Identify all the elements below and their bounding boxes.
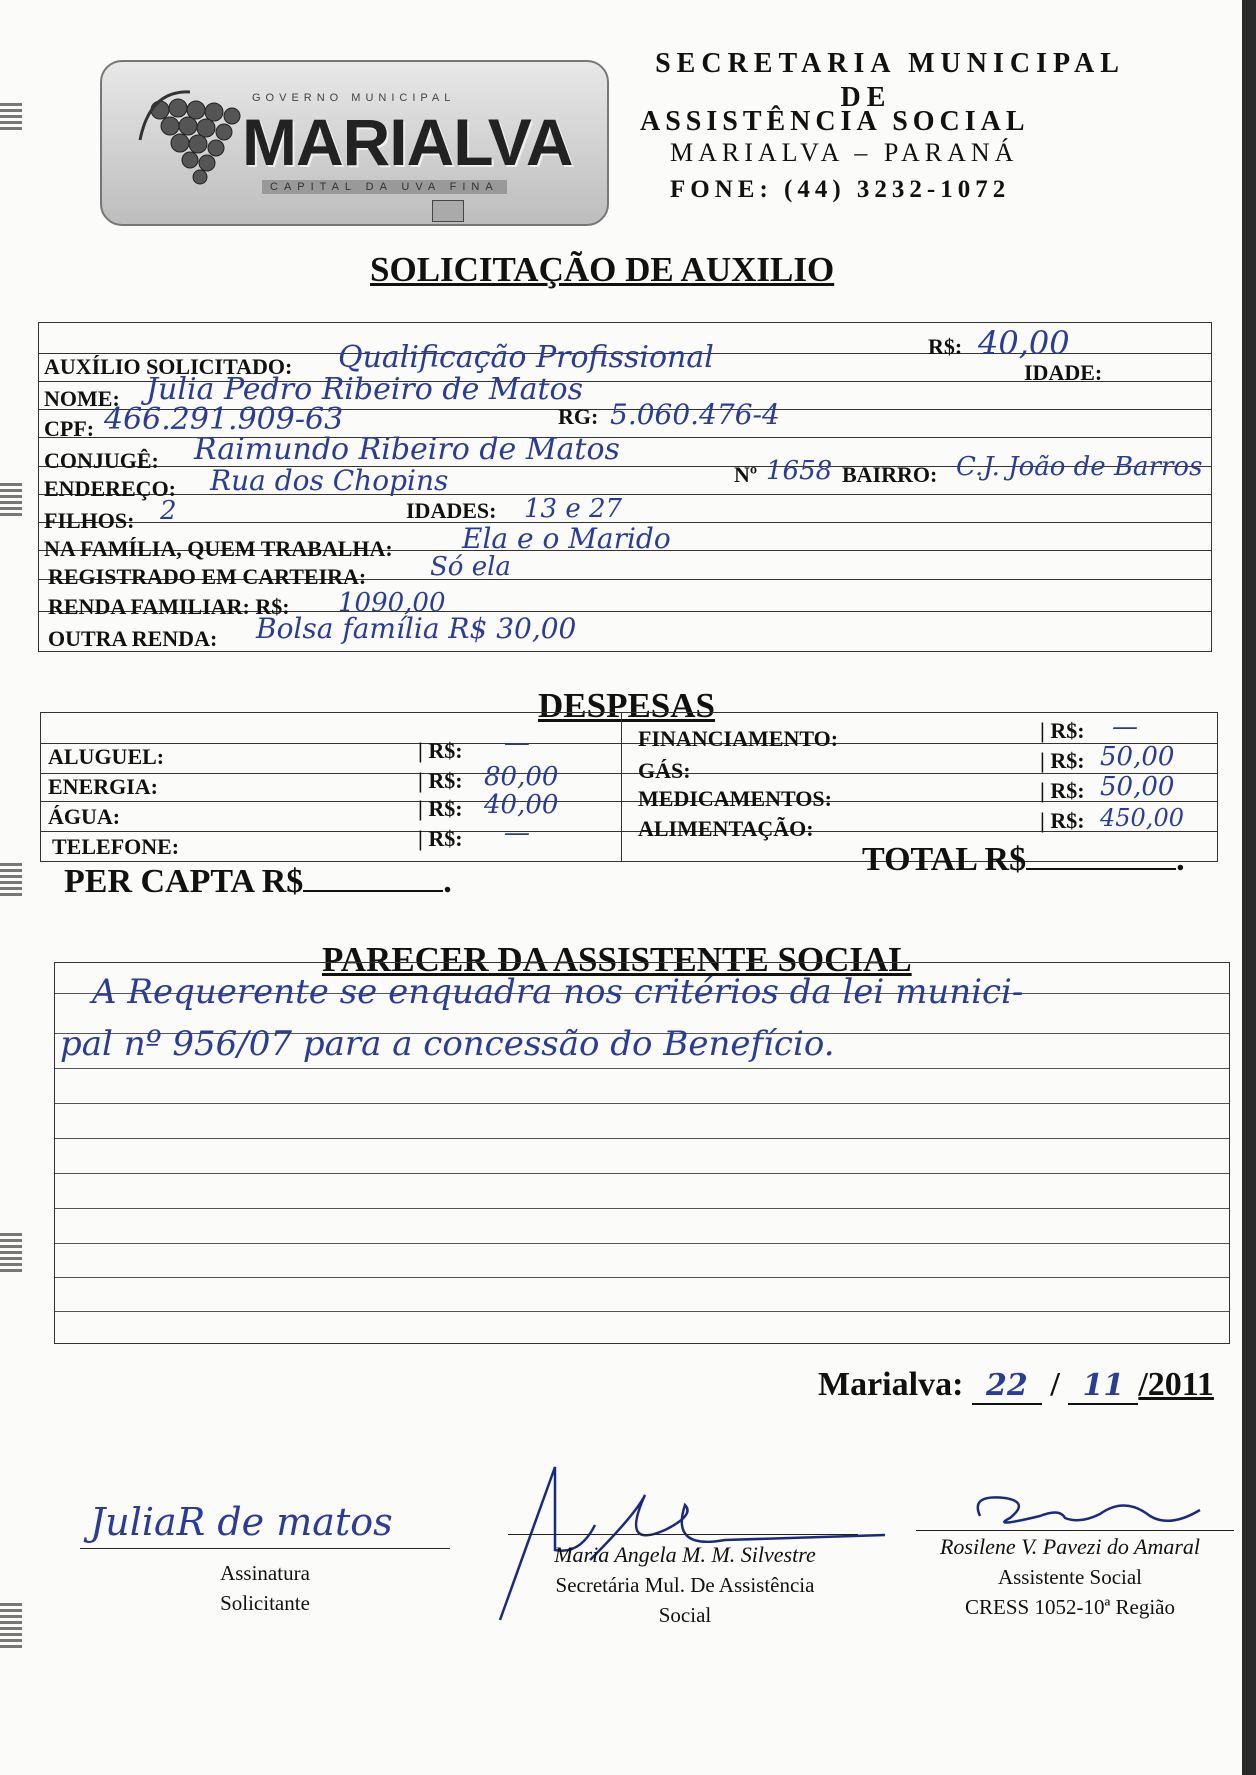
energia-label: ENERGIA: [48, 774, 159, 799]
renda-value: 1090,00 [338, 588, 446, 618]
medicamentos-label: MEDICAMENTOS: [638, 786, 832, 811]
secretaria-caption: Maria Angela M. M. Silvestre Secretária Mul. De Assistência Social [554, 1542, 816, 1627]
auxilio-label: AUXÍLIO SOLICITADO: [44, 354, 293, 379]
despesas-title: DESPESAS [538, 686, 716, 725]
telefone-label: TELEFONE: [52, 834, 180, 859]
date-month: 11 [1068, 1368, 1138, 1405]
nome-value: Julia Pedro Ribeiro de Matos [146, 372, 583, 407]
financiamento-rs-label: | R$: [1040, 718, 1085, 743]
logo-gov-text: GOVERNO MUNICIPAL [252, 92, 456, 104]
bairro-value: C.J. João de Barros [956, 452, 1203, 482]
outra-value: Bolsa família R$ 30,00 [256, 612, 577, 645]
scan-edge-marks-bottom [0, 1600, 22, 1651]
filhos-value: 2 [160, 496, 177, 526]
aluguel-rs-label: | R$: [418, 738, 463, 763]
parecer-title: PARECER DA ASSISTENTE SOCIAL [322, 940, 912, 979]
parecer-line-1: A Requerente se enquadra nos critérios da lei munici- [92, 972, 1024, 1012]
endereco-value: Rua dos Chopins [210, 464, 449, 497]
scan-edge-marks-low [0, 1230, 22, 1275]
alimentacao-value: 450,00 [1100, 804, 1184, 832]
parecer-line-2: pal nº 956/07 para a concessão do Benefício. [60, 1024, 835, 1064]
numero-label: Nº [734, 462, 758, 487]
auxilio-value: Qualificação Profissional [338, 340, 714, 375]
solicitante-caption: Assinatura Solicitante [220, 1561, 310, 1615]
header-line-3: ASSISTÊNCIA SOCIAL [640, 106, 1030, 137]
conjuge-label: CONJUGÊ: [44, 448, 159, 473]
energia-rs-label: | R$: [418, 768, 463, 793]
gas-rs-label: | R$: [1040, 748, 1085, 773]
agua-value: 40,00 [484, 790, 559, 820]
trabalha-label: NA FAMÍLIA, QUEM TRABALHA: [44, 536, 393, 561]
cpf-value: 466.291.909-63 [104, 402, 344, 437]
aluguel-value: — [504, 728, 530, 758]
rg-value: 5.060.476-4 [610, 398, 780, 431]
logo-caption: CAPITAL DA UVA FINA [262, 180, 507, 194]
telefone-value: — [504, 818, 530, 848]
date-year: /2011 [1138, 1366, 1214, 1403]
endereco-label: ENDEREÇO: [44, 476, 177, 501]
numero-value: 1658 [766, 456, 833, 486]
outra-label: OUTRA RENDA: [48, 626, 218, 651]
gas-label: GÁS: [638, 758, 691, 783]
header-line-1: SECRETARIA MUNICIPAL [655, 48, 1125, 79]
carteira-value: Só ela [430, 552, 511, 582]
grape-icon [130, 80, 248, 190]
filhos-label: FILHOS: [44, 508, 135, 533]
energia-value: 80,00 [484, 762, 559, 792]
rs-value: 40,00 [978, 324, 1070, 362]
rs-label: R$: [928, 334, 963, 359]
carteira-label: REGISTRADO EM CARTEIRA: [48, 564, 367, 589]
crest-icon [432, 200, 464, 222]
assistente-caption: Rosilene V. Pavezi do Amaral Assistente Social CRESS 1052-10ª Região [939, 1534, 1201, 1619]
alimentacao-rs-label: | R$: [1040, 808, 1085, 833]
signature-line-solicitante [80, 1548, 450, 1549]
bairro-label: BAIRRO: [842, 462, 938, 487]
financiamento-value: — [1112, 712, 1138, 742]
agua-rs-label: | R$: [418, 796, 463, 821]
header-phone: FONE: (44) 3232-1072 [670, 176, 1011, 203]
date-line: Marialva: 22 / 11 /2011 [818, 1366, 1214, 1403]
header-line-4: MARIALVA – PARANÁ [670, 138, 1019, 167]
signature-line-secretaria [508, 1534, 858, 1535]
rg-label: RG: [558, 404, 599, 429]
logo-brand-text: MARIALVA [242, 105, 573, 179]
financiamento-label: FINANCIAMENTO: [638, 726, 839, 751]
nome-label: NOME: [44, 386, 120, 411]
idades-value: 13 e 27 [524, 494, 623, 524]
per-capta: PER CAPTA R$ . [64, 863, 452, 900]
medicamentos-rs-label: | R$: [1040, 778, 1085, 803]
cpf-label: CPF: [44, 416, 95, 441]
idade-label: IDADE: [1024, 360, 1103, 385]
date-day: 22 [972, 1368, 1042, 1405]
form-title: SOLICITAÇÃO DE AUXILIO [370, 250, 835, 289]
conjuge-value: Raimundo Ribeiro de Matos [194, 432, 620, 467]
renda-label: RENDA FAMILIAR: R$: [48, 594, 290, 619]
signature-line-assistente [916, 1530, 1234, 1531]
scan-edge-marks-mid [0, 480, 22, 519]
gas-value: 50,00 [1100, 742, 1175, 772]
alimentacao-label: ALIMENTAÇÃO: [638, 816, 814, 841]
medicamentos-value: 50,00 [1100, 772, 1175, 802]
telefone-rs-label: | R$: [418, 826, 463, 851]
solicitante-signature: JuliaR de matos [90, 1500, 393, 1544]
scan-edge-marks-top [0, 100, 22, 133]
municipal-logo [100, 60, 609, 226]
column-divider [621, 713, 622, 861]
scan-edge-marks-mid2 [0, 860, 22, 899]
aluguel-label: ALUGUEL: [48, 744, 165, 769]
header-line-2: DE [840, 82, 892, 113]
idades-label: IDADES: [406, 498, 497, 523]
agua-label: ÁGUA: [48, 804, 121, 829]
parecer-box [54, 962, 1230, 1344]
trabalha-value: Ela e o Marido [462, 522, 671, 555]
total: TOTAL R$ . [862, 841, 1185, 878]
